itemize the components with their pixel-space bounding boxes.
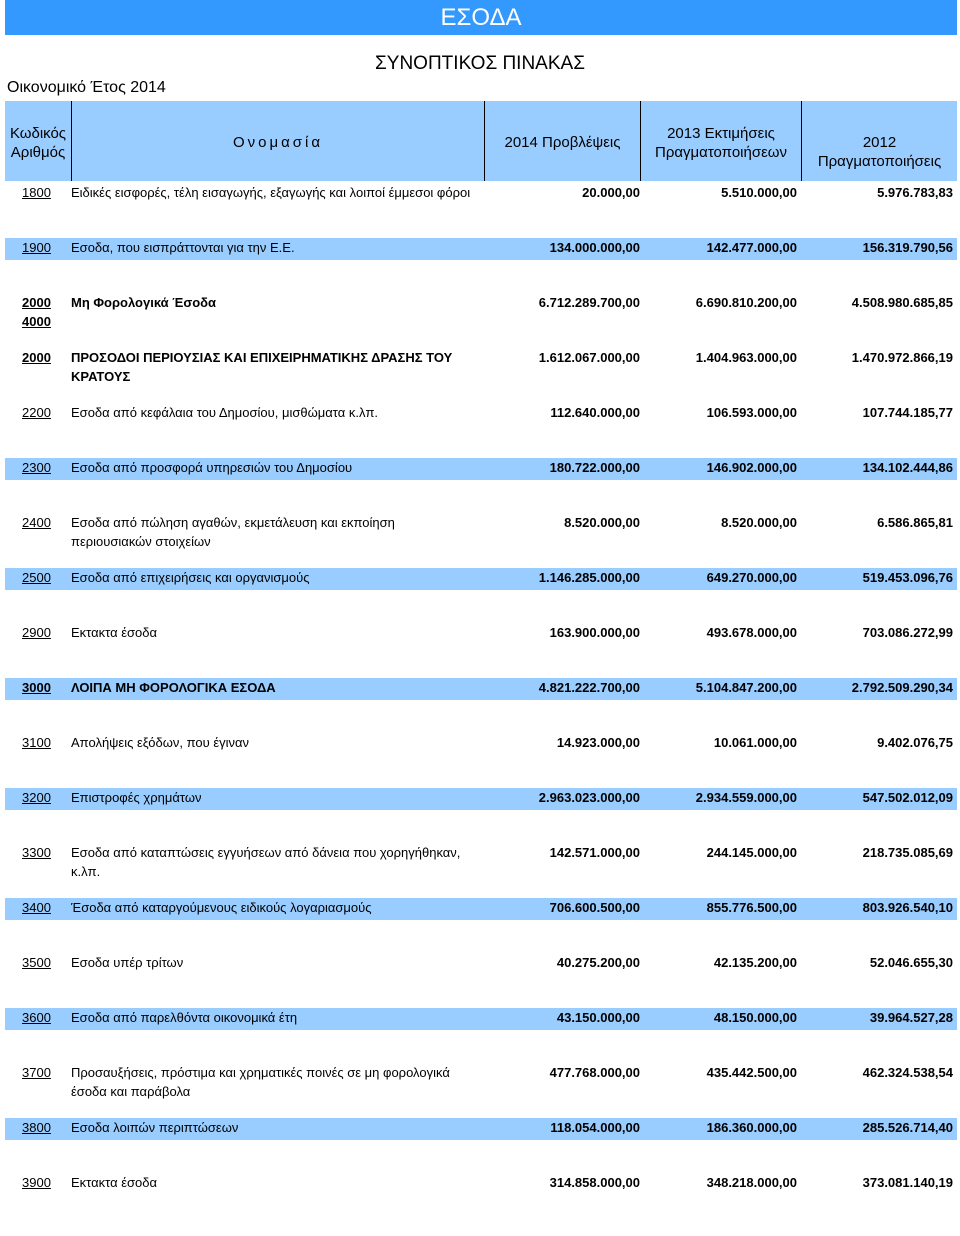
row-value-2013: 2.934.559.000,00 (695, 790, 797, 805)
header-name: Ονομασία (232, 134, 324, 151)
row-name: Εσοδα από κεφάλαια του Δημοσίου, μισθώματα κ.λπ. (71, 405, 379, 420)
row-name: Εκτακτα έσοδα (71, 625, 158, 640)
row-code: 2200 (22, 405, 51, 420)
row-name: Επιστροφές χρημάτων (71, 790, 202, 805)
table-row (5, 623, 957, 645)
row-value-2014: 163.900.000,00 (549, 625, 640, 640)
header-2013: 2013 Εκτιμήσεις Πραγματοποιήσεων (654, 125, 787, 161)
row-value-2012: 519.453.096,76 (862, 570, 953, 585)
table-row (5, 843, 957, 883)
row-code: 3100 (22, 735, 51, 750)
row-value-2013: 5.510.000,00 (721, 185, 797, 200)
table-row (5, 293, 957, 333)
row-code: 3400 (22, 900, 51, 915)
row-name: Εσοδα από πώληση αγαθών, εκμετάλευση και εκποίηση περιουσιακών στοιχείων (71, 515, 395, 549)
row-value-2012: 39.964.527,28 (869, 1010, 953, 1025)
table-row (5, 733, 957, 755)
row-name: Εσοδα από επιχειρήσεις και οργανισμούς (71, 570, 310, 585)
row-value-2012: 373.081.140,19 (862, 1175, 953, 1190)
row-code: 1900 (22, 240, 51, 255)
row-value-2014: 2.963.023.000,00 (538, 790, 640, 805)
row-value-2013: 348.218.000,00 (706, 1175, 797, 1190)
row-value-2013: 5.104.847.200,00 (695, 680, 797, 695)
row-value-2012: 285.526.714,40 (862, 1120, 953, 1135)
row-name: Εσοδα υπέρ τρίτων (71, 955, 184, 970)
row-code: 2400 (22, 515, 51, 530)
row-value-2014: 477.768.000,00 (549, 1065, 640, 1080)
row-name: Έσοδα από καταργούμενους ειδικούς λογαριασμούς (71, 900, 372, 915)
row-value-2012: 6.586.865,81 (877, 515, 953, 530)
row-value-2013: 244.145.000,00 (706, 845, 797, 860)
row-value-2014: 40.275.200,00 (556, 955, 640, 970)
table-row (5, 183, 957, 223)
row-name: Ειδικές εισφορές, τέλη εισαγωγής, εξαγωγής και λοιποί έμμεσοι φόροι (71, 185, 471, 200)
row-value-2013: 8.520.000,00 (721, 515, 797, 530)
row-code: 3500 (22, 955, 51, 970)
fiscal-year-label: Οικονομικό Έτος 2014 (7, 79, 166, 96)
table-row (5, 1173, 957, 1195)
table-row (5, 678, 957, 700)
row-value-2012: 703.086.272,99 (862, 625, 953, 640)
row-value-2014: 118.054.000,00 (550, 1120, 640, 1135)
row-value-2013: 855.776.500,00 (706, 900, 797, 915)
table-row (5, 898, 957, 920)
table-header (5, 101, 957, 181)
row-name: Εσοδα από προσφορά υπηρεσιών του Δημοσίου (71, 460, 353, 475)
row-value-2013: 48.150.000,00 (713, 1010, 797, 1025)
table-row (5, 953, 957, 975)
row-name: Απολήψεις εξόδων, που έγιναν (71, 735, 250, 750)
row-code: 3300 (22, 845, 51, 860)
row-value-2014: 4.821.222.700,00 (538, 680, 640, 695)
row-value-2012: 9.402.076,75 (877, 735, 953, 750)
table-row (5, 238, 957, 260)
row-value-2014: 14.923.000,00 (556, 735, 640, 750)
row-code: 2000 4000 (22, 295, 51, 329)
header-2014: 2014 Προβλέψεις (504, 134, 621, 151)
row-name: Εσοδα λοιπών περιπτώσεων (71, 1120, 239, 1135)
row-code: 3200 (22, 790, 51, 805)
row-value-2014: 314.858.000,00 (549, 1175, 640, 1190)
row-value-2012: 218.735.085,69 (862, 845, 953, 860)
row-name: Εκτακτα έσοδα (71, 1175, 158, 1190)
page-subtitle: ΣΥΝΟΠΤΙΚΟΣ ΠΙΝΑΚΑΣ (375, 53, 585, 74)
row-value-2014: 8.520.000,00 (564, 515, 640, 530)
row-value-2013: 106.593.000,00 (706, 405, 797, 420)
header-2012: 2012 Πραγματοποιήσεις (817, 134, 942, 170)
row-code: 3900 (22, 1175, 51, 1190)
row-code: 2900 (22, 625, 51, 640)
row-value-2014: 20.000,00 (582, 185, 640, 200)
row-value-2012: 2.792.509.290,34 (851, 680, 953, 695)
row-code: 3800 (22, 1120, 51, 1135)
row-value-2014: 6.712.289.700,00 (538, 295, 640, 310)
row-value-2014: 43.150.000,00 (556, 1010, 640, 1025)
table-row (5, 1008, 957, 1030)
table-row (5, 348, 957, 388)
header-code: Κωδικός Αριθμός (9, 125, 67, 161)
row-name: ΛΟΙΠΑ ΜΗ ΦΟΡΟΛΟΓΙΚΑ ΕΣΟΔΑ (71, 680, 276, 695)
row-name: Προσαυξήσεις, πρόστιμα και χρηματικές ποινές σε μη φορολογικά έσοδα και παράβολα (71, 1065, 450, 1099)
table-row (5, 788, 957, 810)
row-value-2013: 42.135.200,00 (713, 955, 797, 970)
header-divider (640, 101, 641, 181)
header-divider (484, 101, 485, 181)
table-row (5, 458, 957, 480)
row-value-2014: 142.571.000,00 (549, 845, 640, 860)
row-name: ΠΡΟΣΟΔΟΙ ΠΕΡΙΟΥΣΙΑΣ ΚΑΙ ΕΠΙΧΕΙΡΗΜΑΤΙΚΗΣ ΔΡΑΣΗΣ ΤΟΥ ΚΡΑΤΟΥΣ (71, 350, 453, 384)
row-code: 1800 (22, 185, 51, 200)
row-value-2013: 493.678.000,00 (706, 625, 797, 640)
row-value-2014: 706.600.500,00 (549, 900, 640, 915)
row-value-2014: 1.146.285.000,00 (538, 570, 640, 585)
row-value-2012: 134.102.444,86 (862, 460, 953, 475)
row-code: 2500 (22, 570, 51, 585)
table-row (5, 1118, 957, 1140)
row-value-2014: 180.722.000,00 (549, 460, 640, 475)
table-row (5, 513, 957, 553)
row-value-2014: 1.612.067.000,00 (538, 350, 640, 365)
row-value-2013: 10.061.000,00 (713, 735, 797, 750)
row-value-2013: 146.902.000,00 (706, 460, 797, 475)
row-value-2014: 112.640.000,00 (550, 405, 640, 420)
page-banner: ΕΣΟΔΑ (5, 0, 957, 35)
row-value-2012: 107.744.185,77 (862, 405, 953, 420)
row-value-2012: 803.926.540,10 (862, 900, 953, 915)
row-value-2013: 142.477.000,00 (706, 240, 797, 255)
table-row (5, 1063, 957, 1103)
row-value-2013: 6.690.810.200,00 (695, 295, 797, 310)
row-value-2013: 435.442.500,00 (706, 1065, 797, 1080)
row-value-2012: 52.046.655,30 (869, 955, 953, 970)
row-code: 3600 (22, 1010, 51, 1025)
table-row (5, 403, 957, 425)
row-name: Εσοδα, που εισπράττονται για την Ε.Ε. (71, 240, 295, 255)
row-value-2012: 156.319.790,56 (862, 240, 953, 255)
header-divider (71, 101, 72, 181)
row-code: 3700 (22, 1065, 51, 1080)
row-value-2012: 1.470.972.866,19 (851, 350, 953, 365)
row-value-2014: 134.000.000,00 (549, 240, 640, 255)
row-value-2013: 649.270.000,00 (706, 570, 797, 585)
row-name: Εσοδα από παρελθόντα οικονομικά έτη (71, 1010, 298, 1025)
row-name: Εσοδα από καταπτώσεις εγγυήσεων από δάνεια που χορηγήθηκαν, κ.λπ. (71, 845, 461, 879)
row-code: 2300 (22, 460, 51, 475)
table-row (5, 568, 957, 590)
row-value-2013: 1.404.963.000,00 (695, 350, 797, 365)
header-divider (801, 101, 802, 181)
row-value-2012: 547.502.012,09 (862, 790, 953, 805)
row-value-2012: 462.324.538,54 (862, 1065, 953, 1080)
row-value-2012: 5.976.783,83 (877, 185, 953, 200)
row-name: Μη Φορολογικά Έσοδα (71, 295, 217, 310)
row-code: 2000 (22, 350, 51, 365)
row-code: 3000 (22, 680, 51, 695)
row-value-2012: 4.508.980.685,85 (851, 295, 953, 310)
row-value-2013: 186.360.000,00 (706, 1120, 797, 1135)
